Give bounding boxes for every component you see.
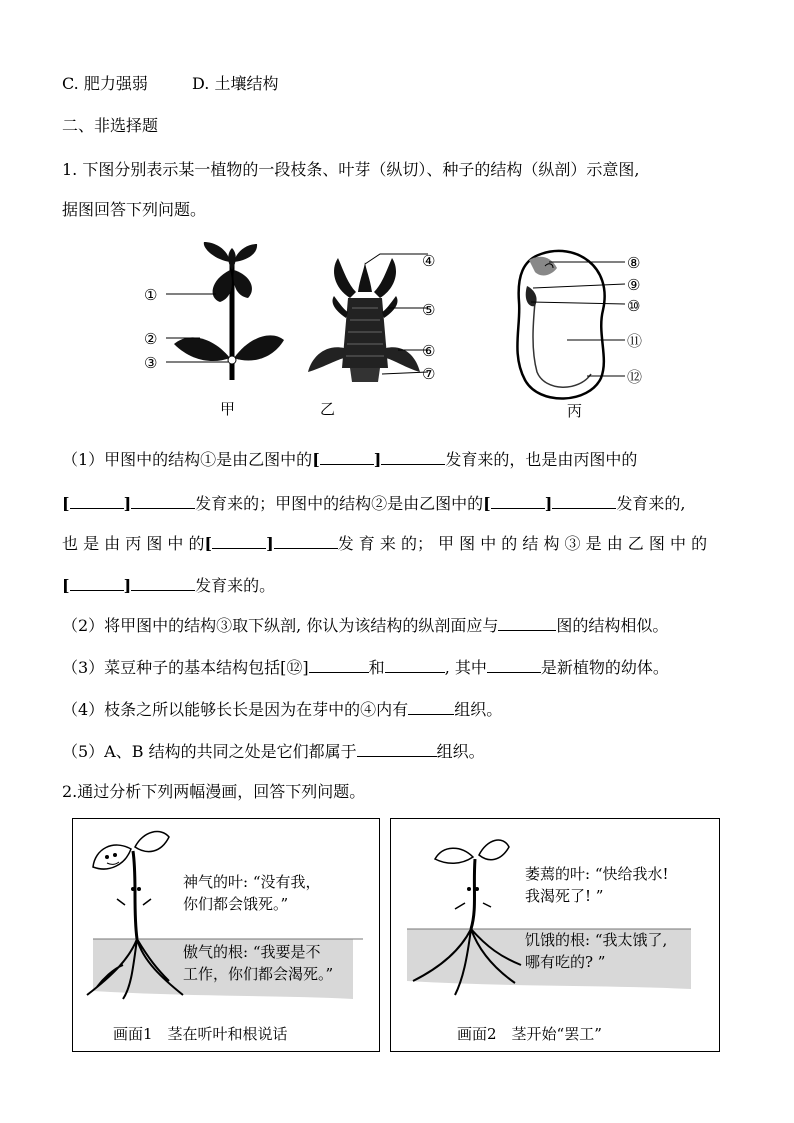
panel1-caption: 画面1 茎在听叶和根说话 <box>113 1025 288 1043</box>
q1-sub3-d: 是新植物的幼体。 <box>540 658 669 677</box>
panel2-leaf-speech <box>525 863 669 907</box>
panel1-root-line1: 傲气的根: “我要是不 <box>183 943 321 961</box>
q1-sub1-line2: [ ] 发育来的；甲图中的结构②是由乙图中的[ ] 发育来的, <box>62 494 686 513</box>
fig-label-bing: 丙 <box>567 402 583 420</box>
blank-1[interactable] <box>320 448 374 465</box>
leaf-top-right <box>234 244 257 262</box>
blank-4[interactable] <box>131 492 195 509</box>
plant-cartoon-1 <box>73 819 379 1051</box>
q1-sub3-c: , 其中 <box>444 658 487 677</box>
q1-sub2 <box>62 614 668 636</box>
marker-6: ⑥ <box>422 342 436 360</box>
panel1-root-speech <box>183 941 333 985</box>
panel1-leaf-line1: 神气的叶: “没有我， <box>183 873 321 891</box>
marker-4: ④ <box>422 252 436 270</box>
q1-sub1-b: 发育来的，也是由丙图中的 <box>445 450 638 469</box>
q1-sub3-a: （3）菜豆种子的基本结构包括[⑫] <box>62 658 309 677</box>
blank-7[interactable] <box>212 532 266 549</box>
panel1-leaf-speech <box>183 871 321 915</box>
panel2-root-speech <box>525 929 667 973</box>
marker-2: ② <box>144 330 158 348</box>
blank-13[interactable] <box>385 656 445 673</box>
marker-9: ⑨ <box>627 276 641 294</box>
blank-16[interactable] <box>357 740 437 757</box>
fig-label-jia: 甲 <box>220 400 236 418</box>
fig-label-yi: 乙 <box>320 400 336 418</box>
q1-sub4-b: 组织。 <box>454 700 503 719</box>
q1-sub1-f: 发 育 来 的； 甲 图 中 的 结 构 ③ 是 由 乙 图 中 的 <box>337 534 708 553</box>
q1-sub3-b: 和 <box>368 658 385 677</box>
blank-9[interactable] <box>70 574 124 591</box>
comic-panel-2 <box>390 818 720 1052</box>
panel1-root-line2: 工作，你们都会渴死。” <box>183 965 334 983</box>
q1-sub4-a: （4）枝条之所以能够长长是因为在芽中的④内有 <box>62 700 409 719</box>
blank-11[interactable] <box>498 614 556 631</box>
panel2-caption: 画面2 茎开始“罢工” <box>457 1025 602 1043</box>
q1-sub5-b: 组织。 <box>436 742 485 761</box>
q1-stem-line2: 据图回答下列问题。 <box>62 200 207 219</box>
blank-8[interactable] <box>274 532 338 549</box>
blank-15[interactable] <box>408 698 454 715</box>
q1-sub5 <box>62 740 485 762</box>
q1-sub3 <box>62 656 669 678</box>
blank-14[interactable] <box>487 656 541 673</box>
figure-jia-branch <box>140 240 310 420</box>
marker-11: ⑪ <box>627 332 643 350</box>
leaf-mid-left <box>213 270 232 302</box>
terminal-bud-shape <box>228 248 236 270</box>
marker-10: ⑩ <box>627 297 641 315</box>
q1-sub1-line1: （1）甲图中的结构①是由乙图中的[ ] 发育来的，也是由丙图中的 <box>62 450 638 469</box>
lateral-bud <box>228 356 236 364</box>
q1-sub4 <box>62 698 502 720</box>
q1-sub1-a: （1）甲图中的结构①是由乙图中的 <box>62 450 313 469</box>
panel1-leaf-line2: 你们都会饿死。” <box>183 895 289 913</box>
q1-sub1-g: 发育来的。 <box>195 576 276 595</box>
section-title: 二、非选择题 <box>62 116 159 135</box>
q1-sub2-b: 图的结构相似。 <box>556 616 669 635</box>
blank-12[interactable] <box>309 656 369 673</box>
blank-10[interactable] <box>131 574 195 591</box>
panel2-root-line2: 哪有吃的? ” <box>525 953 606 971</box>
q1-sub1-line4: [ ] 发育来的。 <box>62 576 276 595</box>
q1-sub1-e: 也 是 由 丙 图 中 的 <box>62 534 205 553</box>
options-line <box>62 74 278 94</box>
option-c: C. 肥力强弱 <box>62 74 148 93</box>
q2-stem: 2.通过分析下列两幅漫画，回答下列问题。 <box>62 782 366 801</box>
q1-sub1-d: 发育来的, <box>616 494 686 513</box>
q1-stem-line1: 1. 下图分别表示某一植物的一段枝条、叶芽（纵切）、种子的结构（纵剖）示意图, <box>62 160 640 179</box>
marker-8: ⑧ <box>627 254 641 272</box>
marker-12: ⑫ <box>627 368 643 386</box>
figure-yi-bud <box>300 248 460 418</box>
panel2-leaf-line1: 萎蔫的叶: “快给我水! <box>525 865 669 883</box>
leaf-top-left <box>204 242 230 262</box>
q1-sub1-c: 发育来的；甲图中的结构②是由乙图中的 <box>195 494 484 513</box>
blank-6[interactable] <box>552 492 616 509</box>
comic-panel-1 <box>72 818 380 1052</box>
leaf-mid-right <box>234 270 252 298</box>
leaf-low-left <box>174 337 230 361</box>
q1-sub5-a: （5）A、B 结构的共同之处是它们都属于 <box>62 742 357 761</box>
panel2-root-line1: 饥饿的根: “我太饿了, <box>525 931 668 949</box>
blank-5[interactable] <box>491 492 545 509</box>
blank-3[interactable] <box>70 492 124 509</box>
marker-1: ① <box>144 286 158 304</box>
leaf-low-right <box>234 335 284 360</box>
q1-sub1-line3: 也 是 由 丙 图 中 的[ ] 发 育 来 的； 甲 图 中 的 结 构 ③ 是 由 乙 图 中 的 <box>62 534 708 553</box>
marker-3: ③ <box>144 354 158 372</box>
blank-2[interactable] <box>381 448 445 465</box>
marker-7: ⑦ <box>422 365 436 383</box>
q1-sub2-a: （2）将甲图中的结构③取下纵剖, 你认为该结构的纵剖面应与 <box>62 616 499 635</box>
option-d: D. 土壤结构 <box>192 74 279 93</box>
marker-5: ⑤ <box>422 301 436 319</box>
panel2-leaf-line2: 我渴死了! ” <box>525 887 604 905</box>
figure-bing-seed <box>505 246 675 422</box>
